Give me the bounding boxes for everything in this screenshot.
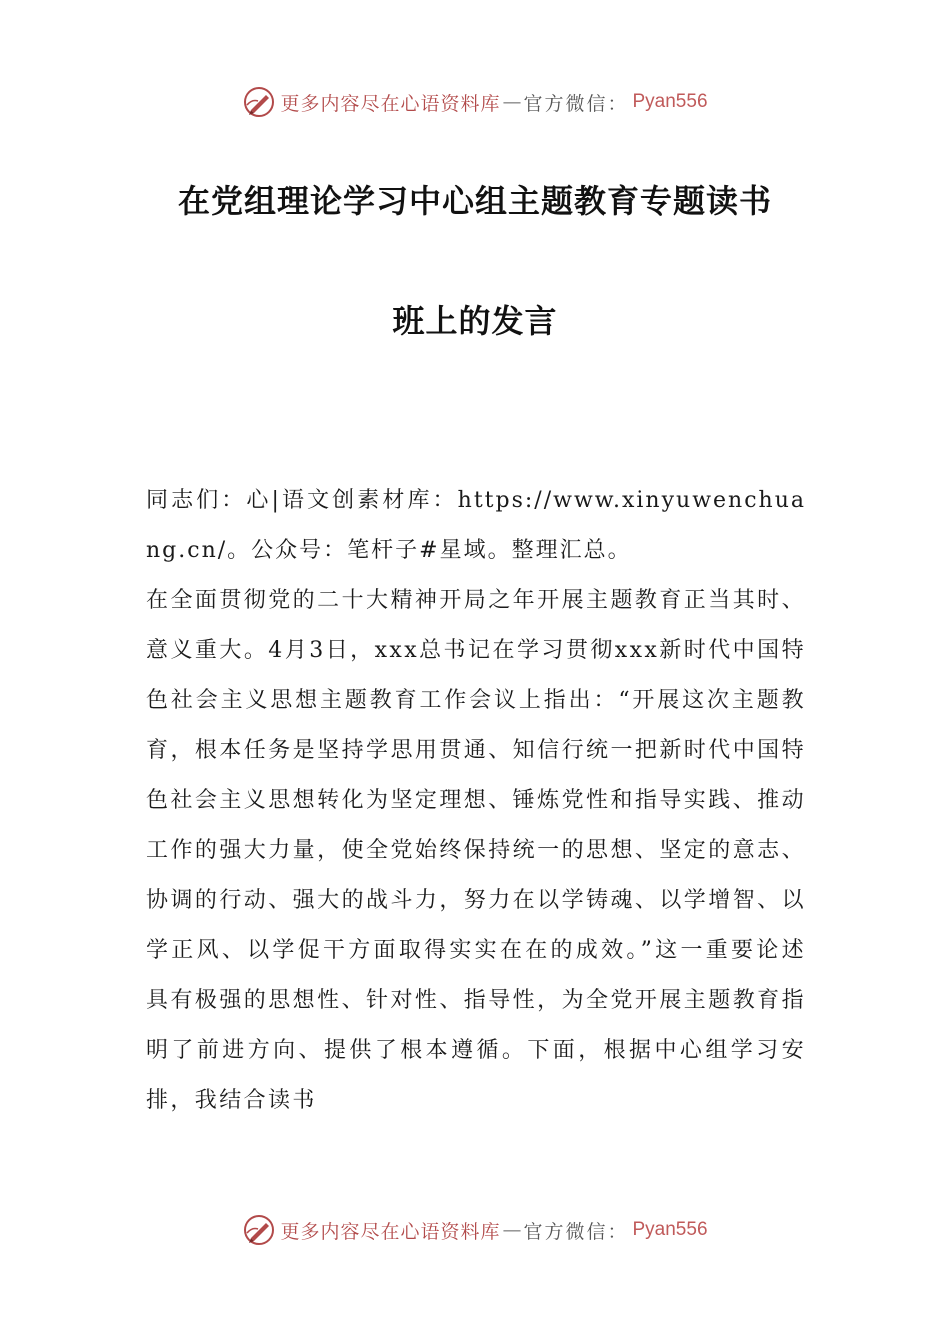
banner-wechat-label: 官方微信： [523,92,629,115]
banner-wechat-id: Pyan556 [632,1219,708,1240]
paragraph-1: 同志们：心|语文创素材库：https://www.xinyuwenchuang.cn/。公众号：笔杆子#星域。整理汇总。 [146,488,806,563]
banner-wechat-label: 官方微信： [523,1220,629,1243]
document-title-line2: 班上的发言 [392,302,558,340]
pen-logo-icon [242,85,276,119]
banner-dash: — [502,1219,522,1241]
paragraph-2: 在全面贯彻党的二十大精神开局之年开展主题教育正当其时、意义重大。4月3日，xxx总书记在学习贯彻xxx新时代中国特色社会主义思想主题教育工作会议上指出：“开展这次主题教育，根本任务是坚持学思用贯通、知信行统一把新时代中国特色社会主义思想转化为坚定理想、锤炼党性和指导实践、推动工作的强大力量，使全党始终保持统一的思想、坚定的意志、协调的行动、强大的战斗力，努力在以学铸魂、以学增智、以学正风、以学促干方面取得实实在在的成效。”这一重要论述具有极强的思想性、针对性、指导性，为全党开展主题教育指明了前进方向、提供了根本遵循。下面，根据中心组学习安排，我结合读书 [146,588,806,1113]
document-body [146,476,806,1126]
banner-text: 更多内容尽在心语资料库 [280,1220,501,1243]
document-title-line1: 在党组理论学习中心组主题教育专题读书 [177,182,772,220]
banner-text: 更多内容尽在心语资料库 [280,92,501,115]
pen-logo-icon [242,1213,276,1247]
banner-wechat-id: Pyan556 [632,91,708,112]
header-banner [0,82,950,122]
banner-dash: — [502,91,522,113]
footer-banner [0,1210,950,1250]
